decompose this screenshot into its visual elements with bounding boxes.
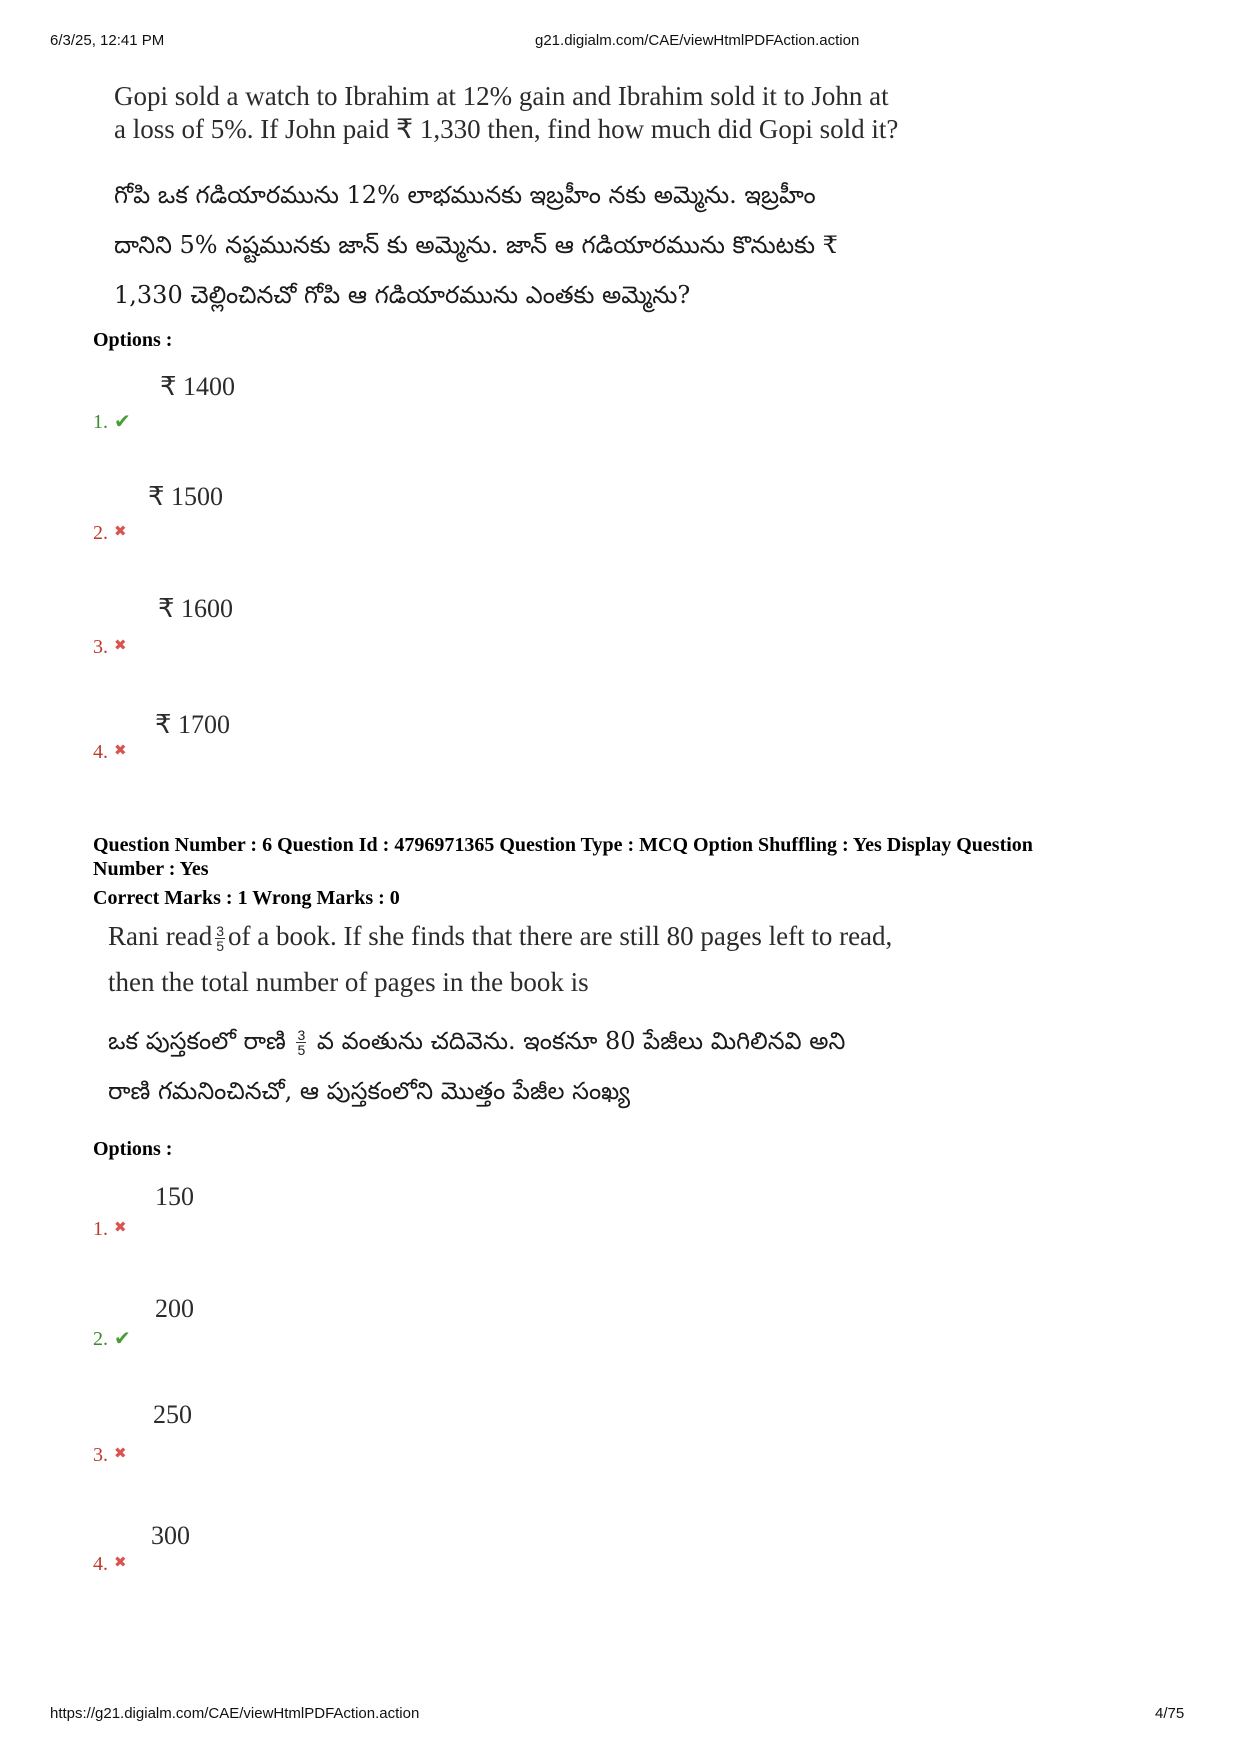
q5-options-label: Options :: [93, 329, 173, 351]
q6-english-line-1: [108, 920, 892, 953]
q6-options-label: Options :: [93, 1138, 173, 1160]
fraction-numerator: 3: [216, 923, 224, 940]
q6-telugu-line-1: [108, 1016, 845, 1066]
cross-icon: ✖: [114, 1218, 127, 1236]
q6-telugu-line-2: రాణి గమనించినచో, ఆ పుస్తకంలోని మొత్తం పేజీల సంఖ్య: [108, 1077, 631, 1105]
q6-option-2: [93, 1326, 131, 1351]
q6-option-3: [93, 1444, 127, 1467]
q6-fraction: [215, 924, 225, 953]
q6-meta-line-2: Number : Yes: [93, 858, 209, 880]
print-page-title: g21.digialm.com/CAE/viewHtmlPDFAction.action: [535, 32, 860, 49]
check-icon: ✔: [114, 409, 131, 433]
q6-option-4: [93, 1553, 127, 1576]
cross-icon: ✖: [114, 1553, 127, 1571]
q6-option-4-value: 300: [151, 1521, 190, 1550]
q5-option-4-value: ₹ 1700: [155, 710, 231, 739]
q6-telugu-post: వ వంతును చదివెను. ఇంకనూ 80 పేజీలు మిగిలినవి అని: [316, 1027, 846, 1055]
option-number: 1.: [93, 411, 108, 433]
q5-english-line-1: Gopi sold a watch to Ibrahim at 12% gain and Ibrahim sold it to John at: [114, 81, 889, 111]
q6-option-2-value: 200: [155, 1294, 194, 1323]
q5-option-3: [93, 636, 127, 659]
q6-meta-line-1: Question Number : 6 Question Id : 4796971365 Question Type : MCQ Option Shuffling : Yes Display Question: [93, 834, 1033, 856]
q5-option-1: [93, 409, 131, 434]
option-number: 2.: [93, 1328, 108, 1350]
print-footer-url: https://g21.digialm.com/CAE/viewHtmlPDFAction.action: [50, 1705, 420, 1722]
cross-icon: ✖: [114, 1444, 127, 1462]
option-number: 3.: [93, 636, 108, 658]
q5-option-1-value: ₹ 1400: [160, 372, 236, 401]
q5-telugu-line-3: 1,330 చెల్లించినచో గోపి ఆ గడియారమును ఎంతకు అమ్మెను?: [114, 281, 691, 309]
q5-option-2: [93, 522, 127, 545]
print-datetime: 6/3/25, 12:41 PM: [50, 32, 165, 49]
q5-english-line-2: a loss of 5%. If John paid ₹ 1,330 then, find how much did Gopi sold it?: [114, 114, 899, 144]
q6-option-1: [93, 1218, 127, 1241]
q5-option-3-value: ₹ 1600: [158, 594, 234, 623]
q5-option-4: [93, 741, 127, 764]
check-icon: ✔: [114, 1326, 131, 1350]
q6-telugu-pre: ఒక పుస్తకంలో రాణి: [108, 1027, 286, 1055]
q6-telugu-fraction: [296, 1028, 306, 1057]
q6-english-line-2: then the total number of pages in the book is: [108, 967, 589, 997]
fraction-numerator: 3: [297, 1027, 306, 1043]
q5-telugu-line-2: దానిని 5% నష్టమునకు జాన్ కు అమ్మెను. జాన్ ఆ గడియారమును కొనుటకు ₹: [114, 231, 838, 259]
q6-option-3-value: 250: [153, 1400, 192, 1429]
q5-telugu-line-1: గోపి ఒక గడియారమును 12% లాభమునకు ఇబ్రహీం నకు అమ్మెను. ఇబ్రహీం: [114, 181, 816, 209]
option-number: 4.: [93, 741, 108, 763]
option-number: 4.: [93, 1553, 108, 1575]
option-number: 2.: [93, 522, 108, 544]
q5-option-2-value: ₹ 1500: [148, 482, 224, 511]
fraction-denominator: 5: [297, 1042, 306, 1058]
q6-marks: Correct Marks : 1 Wrong Marks : 0: [93, 887, 400, 909]
option-number: 1.: [93, 1218, 108, 1240]
fraction-denominator: 5: [216, 938, 224, 955]
cross-icon: ✖: [114, 741, 127, 759]
q6-option-1-value: 150: [155, 1182, 194, 1211]
q6-english-post: of a book. If she finds that there are still 80 pages left to read,: [228, 921, 893, 951]
cross-icon: ✖: [114, 522, 127, 540]
cross-icon: ✖: [114, 636, 127, 654]
q6-english-pre: Rani read: [108, 921, 213, 951]
option-number: 3.: [93, 1444, 108, 1466]
print-page-number: 4/75: [1155, 1705, 1185, 1722]
